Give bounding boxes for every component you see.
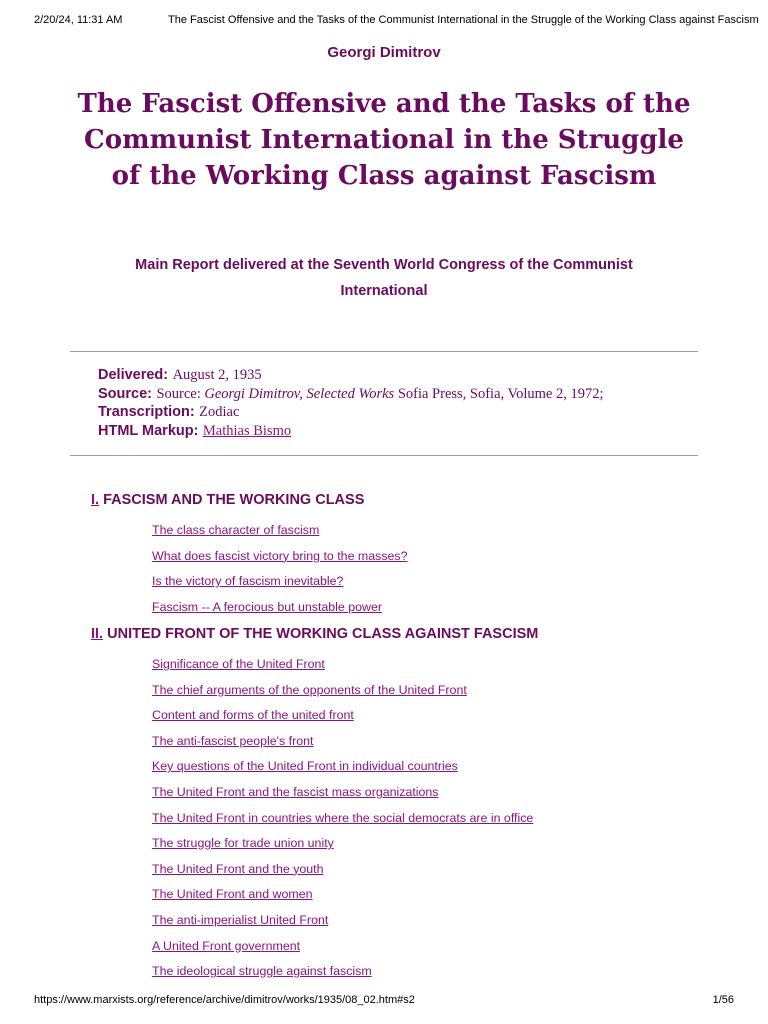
toc-link[interactable]: What does fascist victory bring to the masses? [152,548,408,563]
print-url: https://www.marxists.org/reference/archive/dimitrov/works/1935/08_02.htm#s2 [34,994,415,1006]
list-item [152,861,708,887]
list-item [152,835,708,861]
list-item [152,912,708,938]
toc-list [152,656,708,989]
toc-link[interactable]: The chief arguments of the opponents of the United Front [152,682,467,697]
page-title: The Fascist Offensive and the Tasks of the Communist International in the Struggle of the Working Class against Fascism [77,89,691,191]
toc-list [152,522,708,624]
source-publisher: Sofia Press, Sofia, Volume 2, 1972; [394,385,604,402]
toc-link[interactable]: The United Front and the fascist mass organizations [152,784,439,799]
source-work-title: Georgi Dimitrov, Selected Works [204,385,395,402]
source-prefix: Source: [156,385,205,402]
transcription-value: Zodiac [199,404,240,420]
divider-bottom [70,455,698,456]
markup-label: HTML Markup: [98,422,199,439]
toc-link[interactable]: A United Front government [152,938,301,953]
toc-link[interactable]: Key questions of the United Front in individual countries [152,759,458,774]
divider-top [70,351,698,352]
toc-link[interactable]: Content and forms of the united front [152,708,354,723]
source-value [156,386,603,402]
list-item [152,938,708,964]
list-item [152,522,708,548]
list-item [152,963,708,989]
section-number-link[interactable]: I. [91,492,100,508]
info-markup [98,422,698,441]
toc-link[interactable]: The anti-fascist people's front [152,733,314,748]
toc-link[interactable]: The United Front and the youth [152,861,324,876]
toc-link[interactable]: Is the victory of fascism inevitable? [152,574,344,589]
delivered-label: Delivered: [98,367,169,383]
toc-link[interactable]: The ideological struggle against fascism [152,964,372,979]
toc-link[interactable]: Fascism -- A ferocious but unstable power [152,599,383,614]
list-item [152,707,708,733]
list-item [152,810,708,836]
list-item [152,548,708,574]
info-delivered [98,366,698,385]
toc-link[interactable]: The struggle for trade union unity [152,836,334,851]
list-item [152,886,708,912]
list-item [152,573,708,599]
toc-link[interactable]: The United Front and women [152,887,313,902]
list-item [152,599,708,625]
document-info [98,366,698,440]
toc-link[interactable]: The United Front in countries where the social democrats are in office [152,810,534,825]
print-header [34,14,759,30]
print-footer [34,994,734,1010]
author-name: Georgi Dimitrov [327,44,441,61]
markup-author-link[interactable]: Mathias Bismo [202,422,292,439]
section-heading [91,626,538,642]
print-datetime: 2/20/24, 11:31 AM [34,14,123,26]
toc-link[interactable]: The class character of fascism [152,523,320,537]
toc-link[interactable]: The anti-imperialist United Front [152,912,329,927]
page-subtitle: Main Report delivered at the Seventh World Congress of the Communist International [135,257,633,299]
list-item [152,733,708,759]
list-item [152,656,708,682]
source-label: Source: [98,385,152,402]
info-source [98,385,698,404]
print-page-number: 1/56 [712,994,734,1006]
section-number-link[interactable]: II. [91,626,104,642]
list-item [152,784,708,810]
info-transcription [98,403,698,422]
print-doc-title: The Fascist Offensive and the Tasks of the Communist International in the Struggle of the Working Class against Fascism [168,14,759,26]
section-title: UNITED FRONT OF THE WORKING CLASS AGAINST FASCISM [107,626,539,642]
delivered-value: August 2, 1935 [172,367,262,383]
list-item [152,682,708,708]
section-heading [91,492,364,508]
section-title: FASCISM AND THE WORKING CLASS [103,492,365,508]
transcription-label: Transcription: [98,404,195,420]
list-item [152,758,708,784]
toc-link[interactable]: Significance of the United Front [152,657,325,671]
